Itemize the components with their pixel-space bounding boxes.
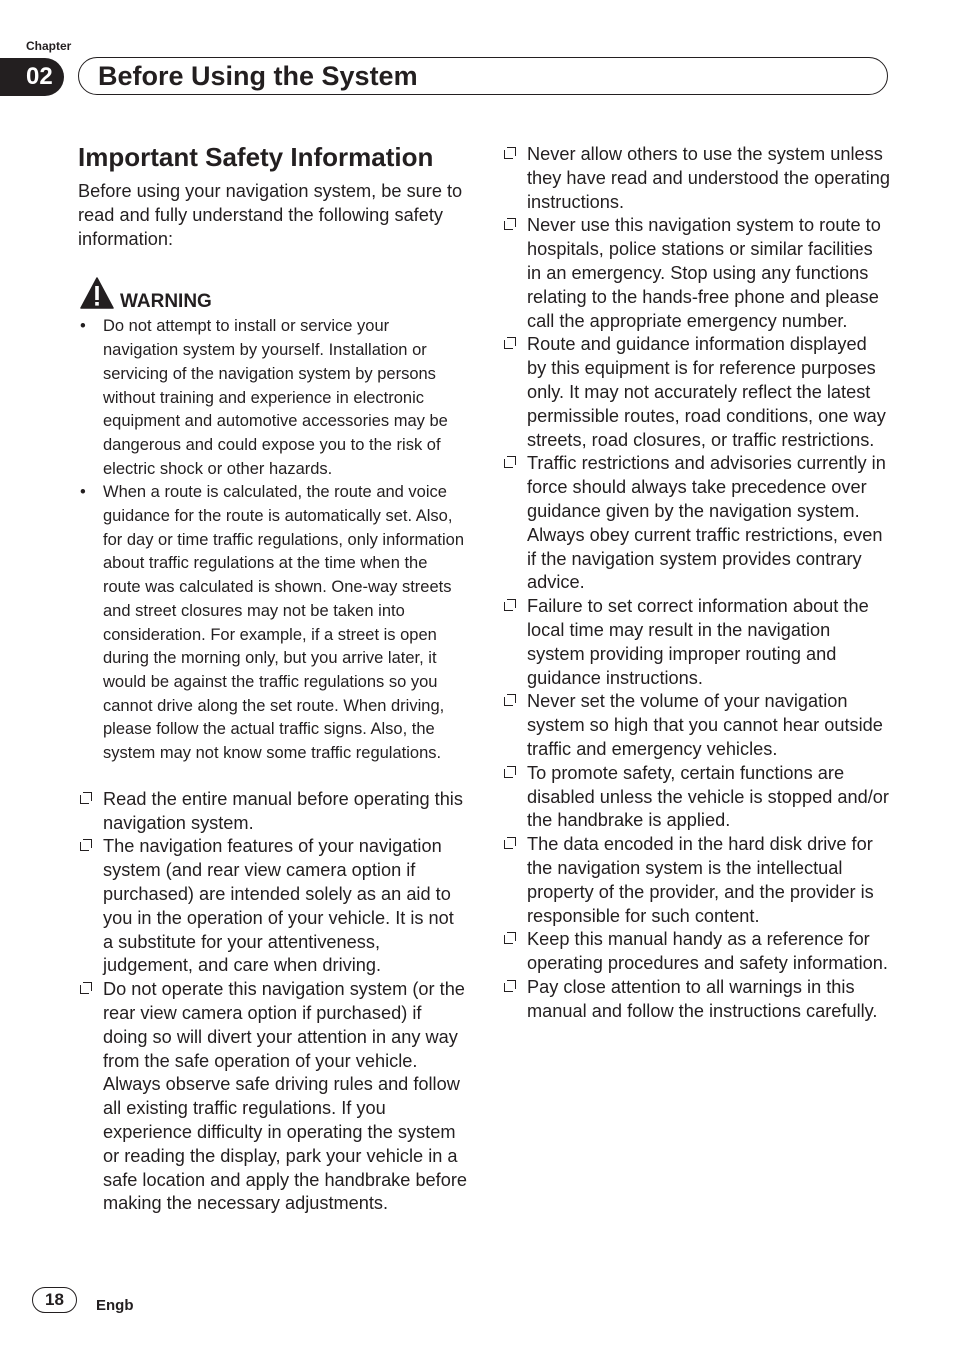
check-item-text: The navigation features of your navigation system (and rear view camera option if purchased) are intended solely as an aid to you in the operation of your vehicle. It is not a substitute for your attentiveness, judgement, and care when driving. xyxy=(103,836,454,976)
left-check-list xyxy=(78,788,468,1216)
checkbox-bullet-icon xyxy=(504,150,513,159)
check-item xyxy=(502,595,890,690)
check-item xyxy=(502,333,890,452)
checkbox-bullet-icon xyxy=(504,769,513,778)
check-item xyxy=(502,833,890,928)
right-column xyxy=(502,143,890,1023)
checkbox-bullet-icon xyxy=(504,459,513,468)
chapter-title: Before Using the System xyxy=(98,61,418,91)
warning-triangle-icon xyxy=(80,277,114,309)
checkbox-bullet-icon xyxy=(80,985,89,994)
check-item-text: Read the entire manual before operating this navigation system. xyxy=(103,788,463,833)
check-item-text: Never set the volume of your navigation system so high that you cannot hear outside traffic and emergency vehicles. xyxy=(527,691,883,759)
chapter-label: Chapter xyxy=(26,39,72,53)
right-check-list xyxy=(502,143,890,1023)
checkbox-bullet-icon xyxy=(80,842,89,851)
chapter-number-tab: 02 xyxy=(0,58,64,96)
checkbox-bullet-icon xyxy=(504,983,513,992)
checkbox-bullet-icon xyxy=(504,697,513,706)
check-item xyxy=(502,762,890,833)
warning-list xyxy=(78,315,468,765)
warning-item: • When a route is calculated, the route and voice guidance for the route is automatically set. Also, for day or time traffic regulations, only information about traffic regulations at the time when the route was calculated is shown. One-way streets and street closures may not be taken into consideration. For example, if a street is open during the morning only, but you arrive later, it would be against the traffic regulations so you cannot drive along the set route. When driving, please follow the actual traffic signs. Also, the system may not know some traffic regulations. xyxy=(78,481,468,765)
check-item-text: The data encoded in the hard disk drive for the navigation system is the intellectual property of the provider, and the provider is responsible for such content. xyxy=(527,834,874,926)
page-number: 18 xyxy=(32,1287,77,1313)
check-item-text: Traffic restrictions and advisories currently in force should always take precedence over guidance given by the navigation system. Always obey current traffic restrictions, even if the navigation system provides contrary advice. xyxy=(527,453,886,593)
check-item xyxy=(502,690,890,761)
check-item xyxy=(78,978,468,1216)
check-item xyxy=(502,143,890,214)
checkbox-bullet-icon xyxy=(504,602,513,611)
check-item-text: Never allow others to use the system unless they have read and understood the operating instructions. xyxy=(527,144,891,212)
check-item-text: Do not operate this navigation system (or the rear view camera option if purchased) if doing so will divert your attention in any way from the safe operation of your vehicle. Always observe safe driving rules and follow all existing traffic regulations. If you experience difficulty in operating the system or reading the display, park your vehicle in a safe location and apply the handbrake before making the necessary adjustments. xyxy=(103,979,468,1214)
warning-item: • Do not attempt to install or service your navigation system by yourself. Installation or servicing of the navigation system by persons without training and experience in electronic equipment and automotive accessories may be dangerous and could expose you to the risk of electric shock or other hazards. xyxy=(78,315,468,481)
check-item-text: Route and guidance information displayed by this equipment is for reference purposes only. It may not accurately reflect the latest permissible routes, road conditions, one way streets, road closures, or traffic restrictions. xyxy=(527,334,886,450)
checkbox-bullet-icon xyxy=(504,340,513,349)
check-item xyxy=(78,835,468,978)
check-item xyxy=(502,214,890,333)
check-item-text: To promote safety, certain functions are disabled unless the vehicle is stopped and/or the handbrake is applied. xyxy=(527,762,889,831)
check-item xyxy=(502,976,890,1024)
check-item-text: Never use this navigation system to route to hospitals, police stations or similar facilities in an emergency. Stop using any functions relating to the hands-free phone and please call the appropriate emergency number. xyxy=(527,215,881,331)
checkbox-bullet-icon xyxy=(80,795,89,804)
check-item-text: Failure to set correct information about the local time may result in the navigation system providing improper routing and guidance instructions. xyxy=(527,596,869,688)
section-intro: Before using your navigation system, be sure to read and fully understand the following safety information: xyxy=(78,181,463,249)
checkbox-bullet-icon xyxy=(504,935,513,944)
check-item-text: Keep this manual handy as a reference for operating procedures and safety information. xyxy=(527,929,888,974)
warning-label: WARNING xyxy=(120,291,212,313)
check-item-text: Pay close attention to all warnings in this manual and follow the instructions carefully. xyxy=(527,976,878,1021)
left-column xyxy=(78,140,468,1216)
checkbox-bullet-icon xyxy=(504,840,513,849)
check-item xyxy=(502,452,890,595)
check-item xyxy=(502,928,890,976)
page-language-code: Engb xyxy=(96,1297,134,1314)
check-item xyxy=(78,788,468,836)
checkbox-bullet-icon xyxy=(504,221,513,230)
warning-header xyxy=(78,275,468,315)
section-title: Important Safety Information xyxy=(78,142,434,172)
